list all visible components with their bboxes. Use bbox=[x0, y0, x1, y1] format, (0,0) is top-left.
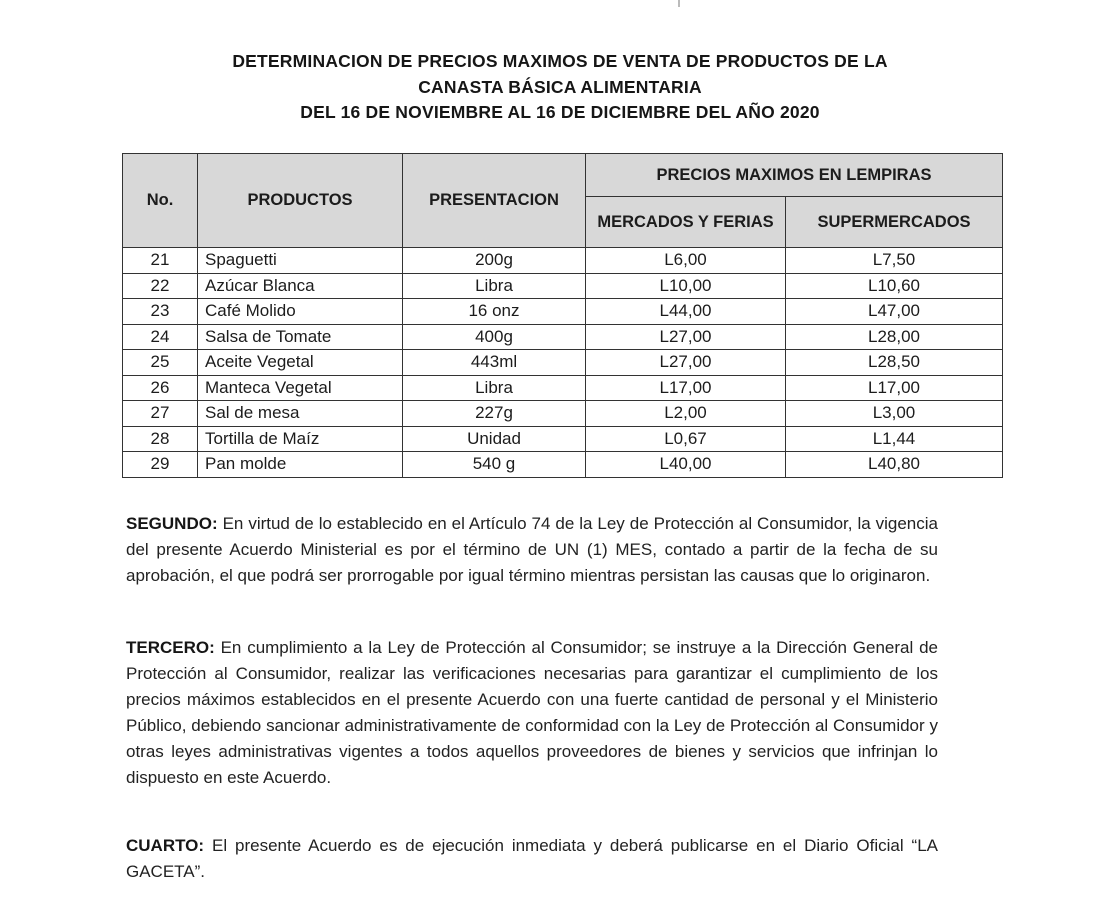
table-row bbox=[123, 426, 1003, 452]
row-precio-mercados: L0,67 bbox=[586, 426, 786, 452]
cuarto-text: El presente Acuerdo es de ejecución inmediata y deberá publicarse en el Diario Oficial “LA GACETA”. bbox=[126, 836, 938, 881]
header-presentacion: PRESENTACION bbox=[403, 154, 586, 248]
cuarto-label: CUARTO: bbox=[126, 836, 205, 855]
row-presentacion: 16 onz bbox=[403, 299, 586, 325]
segundo-label: SEGUNDO: bbox=[126, 514, 218, 533]
table-row bbox=[123, 350, 1003, 376]
row-presentacion: 227g bbox=[403, 401, 586, 427]
row-precio-supermercados: L28,50 bbox=[786, 350, 1003, 376]
row-precio-mercados: L17,00 bbox=[586, 375, 786, 401]
row-presentacion: 400g bbox=[403, 324, 586, 350]
table-row bbox=[123, 248, 1003, 274]
row-precio-mercados: L27,00 bbox=[586, 350, 786, 376]
row-number: 24 bbox=[123, 324, 198, 350]
row-presentacion: 540 g bbox=[403, 452, 586, 478]
section-tercero bbox=[126, 635, 938, 791]
row-precio-supermercados: L3,00 bbox=[786, 401, 1003, 427]
table-row bbox=[123, 324, 1003, 350]
row-number: 25 bbox=[123, 350, 198, 376]
header-precios-maximos: PRECIOS MAXIMOS EN LEMPIRAS bbox=[586, 154, 1003, 197]
row-presentacion: Libra bbox=[403, 375, 586, 401]
row-presentacion: 443ml bbox=[403, 350, 586, 376]
row-number: 23 bbox=[123, 299, 198, 325]
row-precio-supermercados: L17,00 bbox=[786, 375, 1003, 401]
row-precio-supermercados: L28,00 bbox=[786, 324, 1003, 350]
document-title-line-1: DETERMINACION DE PRECIOS MAXIMOS DE VENTA DE PRODUCTOS DE LA bbox=[232, 51, 888, 71]
row-producto: Spaguetti bbox=[198, 248, 403, 274]
row-producto: Tortilla de Maíz bbox=[198, 426, 403, 452]
row-producto: Salsa de Tomate bbox=[198, 324, 403, 350]
section-segundo bbox=[126, 511, 938, 589]
row-precio-supermercados: L1,44 bbox=[786, 426, 1003, 452]
price-table-body bbox=[123, 248, 1003, 478]
table-row bbox=[123, 401, 1003, 427]
header-productos: PRODUCTOS bbox=[198, 154, 403, 248]
row-number: 22 bbox=[123, 273, 198, 299]
row-precio-supermercados: L10,60 bbox=[786, 273, 1003, 299]
row-precio-supermercados: L47,00 bbox=[786, 299, 1003, 325]
table-row bbox=[123, 273, 1003, 299]
row-number: 26 bbox=[123, 375, 198, 401]
table-row bbox=[123, 375, 1003, 401]
row-number: 21 bbox=[123, 248, 198, 274]
row-precio-mercados: L10,00 bbox=[586, 273, 786, 299]
row-producto: Aceite Vegetal bbox=[198, 350, 403, 376]
row-presentacion: Unidad bbox=[403, 426, 586, 452]
row-presentacion: 200g bbox=[403, 248, 586, 274]
row-precio-mercados: L6,00 bbox=[586, 248, 786, 274]
row-precio-mercados: L2,00 bbox=[586, 401, 786, 427]
header-mercados-ferias: MERCADOS Y FERIAS bbox=[586, 197, 786, 248]
tercero-label: TERCERO: bbox=[126, 638, 215, 657]
row-producto: Café Molido bbox=[198, 299, 403, 325]
header-supermercados: SUPERMERCADOS bbox=[786, 197, 1003, 248]
row-presentacion: Libra bbox=[403, 273, 586, 299]
segundo-text: En virtud de lo establecido en el Artículo 74 de la Ley de Protección al Consumidor, la vigencia del presente Acuerdo Ministerial es por el término de UN (1) MES, contado a partir de la fecha de su aprobación, el que podrá ser prorrogable por igual término mientras persistan las causas que lo originaron. bbox=[126, 514, 938, 585]
row-precio-mercados: L27,00 bbox=[586, 324, 786, 350]
row-precio-supermercados: L40,80 bbox=[786, 452, 1003, 478]
row-producto: Pan molde bbox=[198, 452, 403, 478]
header-no: No. bbox=[123, 154, 198, 248]
price-table bbox=[122, 153, 1003, 478]
row-precio-supermercados: L7,50 bbox=[786, 248, 1003, 274]
section-cuarto bbox=[126, 833, 938, 885]
scan-mark bbox=[678, 0, 680, 7]
table-row bbox=[123, 452, 1003, 478]
row-producto: Manteca Vegetal bbox=[198, 375, 403, 401]
row-number: 28 bbox=[123, 426, 198, 452]
row-number: 29 bbox=[123, 452, 198, 478]
document-title-line-2: CANASTA BÁSICA ALIMENTARIA bbox=[418, 77, 702, 97]
document-title-line-3: DEL 16 DE NOVIEMBRE AL 16 DE DICIEMBRE DEL AÑO 2020 bbox=[300, 102, 820, 122]
tercero-text: En cumplimiento a la Ley de Protección al Consumidor; se instruye a la Dirección General de Protección al Consumidor, realizar las verificaciones necesarias para garantizar el cumplimiento de los precios máximos establecidos en el presente Acuerdo con una fuerte cantidad de personal y el Ministerio Público, debiendo sancionar administrativamente de conformidad con la Ley de Protección al Consumidor y otras leyes administrativas vigentes a todos aquellos proveedores de bienes y servicios que infrinjan lo dispuesto en este Acuerdo. bbox=[126, 638, 938, 787]
row-precio-mercados: L40,00 bbox=[586, 452, 786, 478]
table-row bbox=[123, 299, 1003, 325]
row-producto: Azúcar Blanca bbox=[198, 273, 403, 299]
row-precio-mercados: L44,00 bbox=[586, 299, 786, 325]
row-number: 27 bbox=[123, 401, 198, 427]
row-producto: Sal de mesa bbox=[198, 401, 403, 427]
